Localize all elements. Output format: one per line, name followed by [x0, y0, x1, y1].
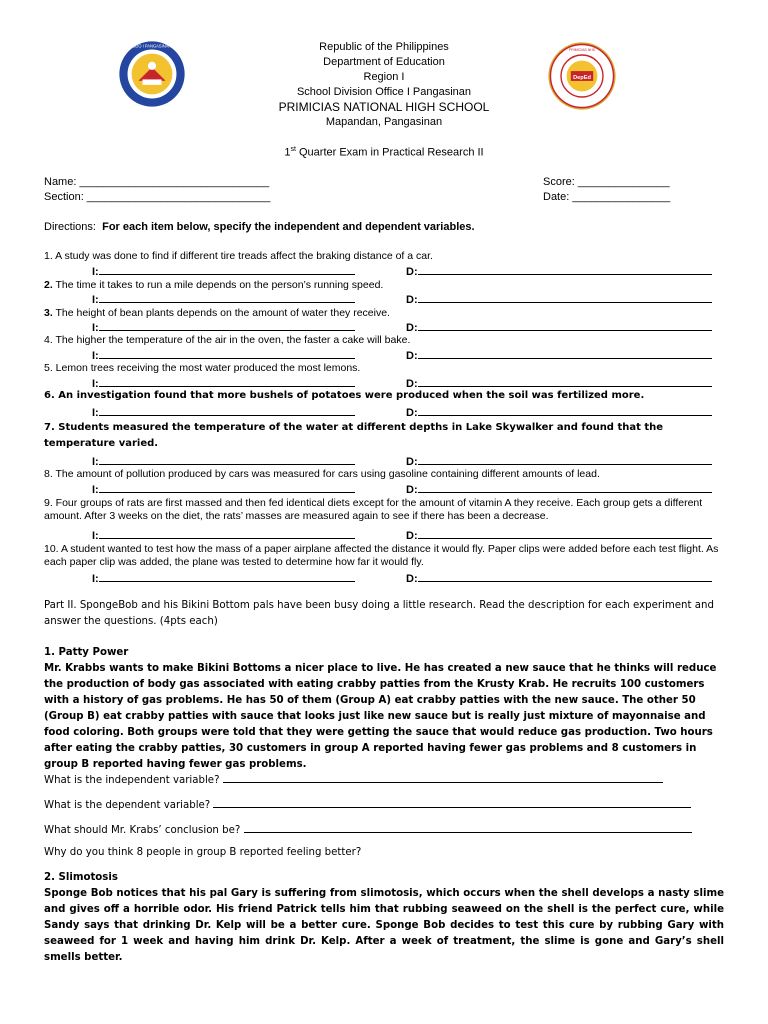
- answer-blank[interactable]: [99, 376, 355, 387]
- header-division: School Division Office I Pangasinan: [296, 86, 472, 98]
- answer-i-3[interactable]: [92, 320, 355, 334]
- independent-variable-question[interactable]: [44, 772, 663, 786]
- answer-blank[interactable]: [213, 797, 691, 808]
- directions-label: Directions:: [44, 221, 96, 233]
- independent-variable-label: What is the independent variable?: [44, 775, 220, 786]
- answer-d-8[interactable]: [406, 482, 712, 496]
- question-number: 2.: [44, 279, 53, 291]
- question-number: 3.: [44, 307, 53, 319]
- question-5: [44, 362, 724, 375]
- answer-blank[interactable]: [99, 528, 355, 539]
- svg-text:SDO I PANGASINAN: SDO I PANGASINAN: [132, 43, 172, 49]
- answer-d-7[interactable]: [406, 454, 712, 468]
- answer-blank[interactable]: [418, 320, 712, 331]
- answer-blank[interactable]: [99, 292, 355, 303]
- exam-title-suffix: st: [290, 146, 296, 153]
- question-7: [44, 420, 724, 452]
- answer-blank[interactable]: [99, 264, 355, 275]
- answer-i-6[interactable]: [92, 405, 355, 419]
- question-number: 5.: [44, 362, 53, 374]
- answer-d-9[interactable]: [406, 528, 712, 542]
- exam-title: [200, 146, 568, 159]
- answer-d-label: D:: [406, 407, 418, 419]
- answer-blank[interactable]: [418, 454, 712, 465]
- answer-d-label: D:: [406, 530, 418, 542]
- part2-intro: Part II. SpongeBob and his Bikini Bottom pals have been busy doing a little research. Read the description for each experiment and answer the questions. (4pts each): [44, 600, 714, 627]
- answer-blank[interactable]: [418, 528, 712, 539]
- answer-d-6[interactable]: [406, 405, 712, 419]
- slimotosis-text: Sponge Bob notices that his pal Gary is suffering from slimotosis, which occurs when the shell develops a nasty slime and gives off a horrible odor. His friend Patrick tells him that rubbing seaweed on the shell is the perfect cure, while Sandy says that drinking Dr. Kelp will be a better cure. Sponge Bob decides to test this cure by rubbing Gary with seaweed for 1 week and having him drink Dr. Kelp. After a week of treatment, the slime is gone and Gary’s shell smells better.: [44, 888, 724, 963]
- division-office-seal: [118, 40, 186, 108]
- header-department: Department of Education: [323, 56, 445, 68]
- question-2: [44, 279, 724, 292]
- answer-blank[interactable]: [418, 405, 712, 416]
- answer-blank[interactable]: [418, 292, 712, 303]
- question-text: Lemon trees receiving the most water produced the most lemons.: [52, 362, 361, 374]
- answer-d-label: D:: [406, 484, 418, 496]
- question-text: The time it takes to run a mile depends on the person’s running speed.: [52, 279, 384, 291]
- answer-blank[interactable]: [99, 348, 355, 359]
- question-number: 4.: [44, 334, 53, 346]
- answer-d-label: D:: [406, 294, 418, 306]
- patty-power-title: 1. Patty Power: [44, 647, 129, 658]
- question-9: [44, 497, 724, 523]
- answer-i-8[interactable]: [92, 482, 355, 496]
- question-text: The higher the temperature of the air in the oven, the faster a cake will bake.: [52, 334, 411, 346]
- answer-d-label: D:: [406, 322, 418, 334]
- question-number: 7.: [44, 422, 55, 433]
- header-region: Region I: [363, 71, 405, 83]
- answer-d-10[interactable]: [406, 571, 712, 585]
- answer-d-3[interactable]: [406, 320, 712, 334]
- answer-blank[interactable]: [418, 571, 712, 582]
- answer-d-label: D:: [406, 378, 418, 390]
- conclusion-question[interactable]: [44, 822, 692, 836]
- answer-blank[interactable]: [99, 454, 355, 465]
- answer-d-label: D:: [406, 350, 418, 362]
- answer-i-label: I:: [92, 350, 99, 362]
- question-text: The amount of pollution produced by cars was measured for cars using gasoline containing different amounts of lead.: [52, 468, 600, 480]
- question-number: 10.: [44, 543, 59, 555]
- answer-i-7[interactable]: [92, 454, 355, 468]
- answer-blank[interactable]: [418, 264, 712, 275]
- school-header: [200, 40, 568, 130]
- answer-d-label: D:: [406, 573, 418, 585]
- section-field[interactable]: Section: ______________________________: [44, 191, 271, 203]
- patty-power-text: Mr. Krabbs wants to make Bikini Bottoms a nicer place to live. He has created a new sauce that he thinks will reduce the production of body gas associated with eating crabby patties from the Krusty Krab. He recruits 100 customers with a history of gas problems. He has 50 of them (Group A) eat crabby patties with the new sauce. The other 50 (Group B) eat crabby patties with sauce that looks just like new sauce but is really just mixture of mayonnaise and food coloring. Both groups were told that they were getting the sauce that would reduce gas production. Two hours after eating the crabby patties, 30 customers in group A reported having fewer gas problems and 8 customers in group B reported having fewer gas problems.: [44, 663, 717, 770]
- header-school: PRIMICIAS NATIONAL HIGH SCHOOL: [278, 100, 490, 114]
- answer-i-label: I:: [92, 378, 99, 390]
- answer-i-label: I:: [92, 573, 99, 585]
- answer-i-10[interactable]: [92, 571, 355, 585]
- directions: [44, 221, 475, 233]
- conclusion-label: What should Mr. Krabs’ conclusion be?: [44, 825, 241, 836]
- answer-d-label: D:: [406, 456, 418, 468]
- answer-i-label: I:: [92, 266, 99, 278]
- answer-i-2[interactable]: [92, 292, 355, 306]
- question-3: [44, 307, 724, 320]
- question-text: An investigation found that more bushels of potatoes were produced when the soil was fertilized more.: [54, 390, 645, 401]
- answer-blank[interactable]: [418, 482, 712, 493]
- question-1: [44, 250, 724, 263]
- slimotosis-title: 2. Slimotosis: [44, 872, 118, 883]
- answer-blank[interactable]: [99, 571, 355, 582]
- question-text: Four groups of rats are first massed and then fed identical diets except for the amount of vitamin A they receive. Each group gets a different amount. After 3 weeks on the diet, the rats’ masses are measured again to see if there has been a decrease.: [44, 497, 703, 522]
- answer-i-label: I:: [92, 322, 99, 334]
- date-field[interactable]: Date: ________________: [543, 191, 671, 203]
- group-b-question: Why do you think 8 people in group B reported feeling better?: [44, 847, 362, 858]
- question-text: A study was done to find if different tire treads affect the braking distance of a car.: [52, 250, 433, 262]
- dependent-variable-question[interactable]: [44, 797, 691, 811]
- question-text: A student wanted to test how the mass of a paper airplane affected the distance it would fly. Paper clips were added before each test flight. As each paper clip was added, the plane was tested to determine how far it would fly.: [44, 543, 719, 568]
- answer-i-label: I:: [92, 407, 99, 419]
- answer-i-label: I:: [92, 456, 99, 468]
- question-number: 6.: [44, 390, 55, 401]
- answer-blank[interactable]: [244, 822, 692, 833]
- header-location: Mapandan, Pangasinan: [325, 116, 443, 128]
- answer-blank[interactable]: [99, 405, 355, 416]
- answer-i-label: I:: [92, 530, 99, 542]
- answer-blank[interactable]: [418, 348, 712, 359]
- svg-text:DepEd: DepEd: [573, 74, 591, 81]
- score-field[interactable]: Score: _______________: [543, 176, 670, 188]
- directions-text: For each item below, specify the independent and dependent variables.: [102, 221, 475, 233]
- answer-d-2[interactable]: [406, 292, 712, 306]
- answer-i-label: I:: [92, 484, 99, 496]
- answer-i-label: I:: [92, 294, 99, 306]
- question-6: [44, 388, 724, 404]
- question-text: The height of bean plants depends on the amount of water they receive.: [52, 307, 390, 319]
- answer-blank[interactable]: [99, 320, 355, 331]
- svg-text:PRIMICIAS NHS: PRIMICIAS NHS: [568, 47, 596, 52]
- answer-d-label: D:: [406, 266, 418, 278]
- header-republic: Republic of the Philippines: [319, 41, 449, 53]
- answer-i-4[interactable]: [92, 348, 355, 362]
- question-4: [44, 334, 724, 347]
- answer-blank[interactable]: [418, 376, 712, 387]
- answer-d-4[interactable]: [406, 348, 712, 362]
- dependent-variable-label: What is the dependent variable?: [44, 800, 211, 811]
- exam-title-number: 1: [284, 146, 291, 159]
- answer-i-9[interactable]: [92, 528, 355, 542]
- answer-d-1[interactable]: [406, 264, 712, 278]
- question-number: 8.: [44, 468, 53, 480]
- answer-i-1[interactable]: [92, 264, 355, 278]
- question-number: 9.: [44, 497, 53, 509]
- question-number: 1.: [44, 250, 53, 262]
- exam-title-text: Quarter Exam in Practical Research II: [295, 146, 484, 159]
- question-10: [44, 543, 724, 569]
- answer-blank[interactable]: [223, 772, 663, 783]
- name-field[interactable]: Name: _______________________________: [44, 176, 270, 188]
- question-8: [44, 468, 724, 481]
- question-text: Students measured the temperature of the water at different depths in Lake Skywalker and found that the temperature varied.: [44, 422, 664, 449]
- answer-blank[interactable]: [99, 482, 355, 493]
